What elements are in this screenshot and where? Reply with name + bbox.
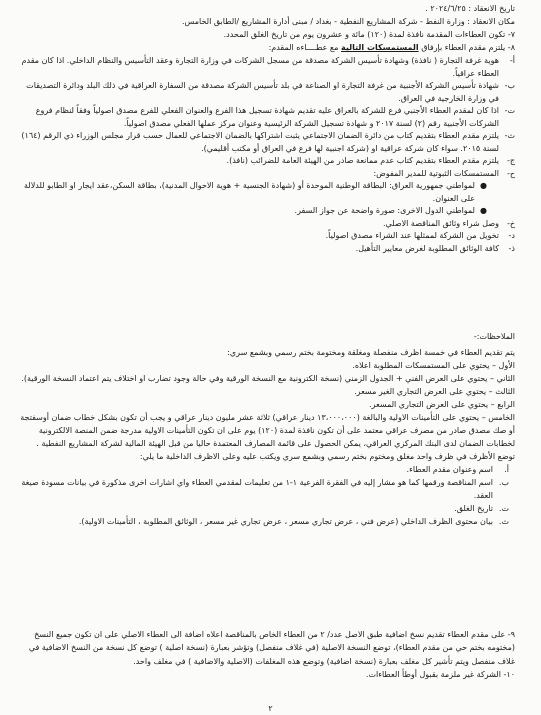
list-item xyxy=(17,230,515,243)
list-item xyxy=(17,80,515,105)
meeting-location: مكان الانعقاد : وزارة النفط - شركة المشاريع النفطية - بغداد / مبنى أدارة المشاريع /الطابق الخامس. xyxy=(182,17,515,26)
list-text: اذا كان لمقدم العطاء الأجنبي فرع للشركة بالعراق عليه تقديم شهادة تسجيل هذا الفرع والعنوان الفعلي للفرع مصدق اصولياً وفقاً لنظام فروع الشركات الأجنبية رقم (٢) لسنة ٢٠١٧ و شهادة تسجيل الشركة الرئيسية وعنوان مركز عملها الفعلي مصدق اصولياً. xyxy=(35,106,499,128)
envelope-item xyxy=(17,502,515,515)
item-8-lead: ٨- يلتزم مقدم العطاء بإرفاق xyxy=(421,43,515,52)
list-text: شهادة تأسيس الشركة الأجنبية من غرفة التجارة او الصناعة في بلد تأسيس الشركة مصدقة من السفارة العراقية في ذلك البلد ودائرة التصديقات في وزارة الخارجية في العراق. xyxy=(26,81,499,103)
list-text: يلتزم مقدم العطاء بتقديم كتاب من دائرة الضمان الاجتماعي يثبت اشتراكها بالضمان الاجتماعي للعمال حسب قرار مجلس الوزراء ذي الرقم (١٦٤) لسنة ٢٠١٥. سواء كان شركة عراقية او (شركة اجنبية لها فرع في العراق أو مكتب أقليمي). xyxy=(21,131,499,153)
list-item xyxy=(17,243,515,256)
bullet-item xyxy=(17,205,515,218)
list-text: اسم وعنوان مقدم العطاء. xyxy=(406,465,493,474)
bullet-icon: ● xyxy=(480,181,487,190)
list-text: كافة الوثائق المطلوبة لغرض معايير التأهيل. xyxy=(355,243,499,253)
notes-line: توضع الأظرف في ظرف واحد مغلق ومختوم بختم رسمي وبشمع سري ويكتب عليه وعلى الاظرف الداخلية ما يلي: xyxy=(139,452,515,461)
list-marker: ح- xyxy=(506,168,515,178)
header-lines xyxy=(17,2,515,54)
list-item xyxy=(17,155,515,168)
list-text: تخويل من الشركة لممثلها عند الشراء مصدق اصولياً. xyxy=(325,231,499,240)
notes-line: يتم تقديم العطاء في خمسة اظرف منفصلة ومغلقة ومختومة بختم رسمي وبشمع سري: xyxy=(227,348,515,357)
list-marker: ث. xyxy=(498,517,509,526)
list-text: تاريخ الغلق. xyxy=(454,504,493,513)
envelope-item xyxy=(17,515,515,528)
list-marker: ذ- xyxy=(508,243,515,253)
item-8-intro xyxy=(17,41,515,54)
notes-body xyxy=(17,346,515,528)
list-marker: د- xyxy=(508,231,515,240)
page-number: ٢ xyxy=(268,704,273,713)
list-item xyxy=(17,55,515,80)
list-item xyxy=(17,218,515,231)
list-marker: ت- xyxy=(504,106,515,115)
closing-items xyxy=(17,628,515,681)
item-9: ٩- على مقدم العطاء تقديم نسخ اضافية طبق الاصل عدد/ ٢ من العطاء الخاص بالمناقصة اعلاه اضافة الى العطاء الاصلي على ان تكون جميع النسخ (مختومه بختم حي من مقدم العطاء)، توضع النسخة الاصلية (في غلاف منفصل) وتؤشر بعبارة (نسخة اصلية ) توضع كل نسخة من النسخ الاضافية في غلاف منفصل ويتم تأشير كل مغلف بعبارة (نسخة اضافية) وتوضع هذه المغلفات (الاصلية والاضافية ) في مغلف واحد. xyxy=(28,630,515,666)
list-marker: خ- xyxy=(506,218,515,228)
item-10: ١٠- الشركة غير ملزمة بقبول أوطأ العطاءات. xyxy=(365,669,515,679)
bullet-text: لمواطني جمهورية العراق: البطاقة الوطنية الموحدة أو (شهادة الجنسية + هوية الاحوال المدنية)، بطاقة السكن،عقد ايجار او الطابو للدلالة على العنوان. xyxy=(24,181,475,203)
list-text: يلتزم مقدم العطاء بتقديم كتاب عدم ممانعة صادر من الهيئة العامة للضرائب (نافذ). xyxy=(226,156,499,165)
list-marker: ج- xyxy=(506,156,515,165)
bullet-text: لمواطني الدول الاخرى: صورة واضحة عن جواز السفر. xyxy=(294,206,475,215)
notes-line: الخامس – يحتوي على التأمينات الاولية والبالغة (١٣،٠٠٠،٠٠٠ دينار عراقي) ثلاثة عشر مليون دينار عراقي و يجب أن تكون بشكل خطاب ضمان أوسفتجة أو صك مصدق صادر من مصرف عراقي معتمد على أن تكون نافذة لمدة (١٢٠) يوم على ان تكون التأمينات الاولية مدرجة ضمن المنصة الالكترونية لخطابات الضمان لدى البنك المركزي العراقي، يمكن الحصول على قائمة المصارف المعتمدة حاليا من قبل الهيئة المالية لشركة المشاريع النفطية . xyxy=(20,413,515,448)
item-7-validity: ٧- تكون العطاءات المقدمة نافذة لمدة (١٢٠) مائة و عشرون يوم من تاريخ الغلق المحدد. xyxy=(223,30,515,39)
item-8-list xyxy=(17,55,515,255)
list-marker: أ- xyxy=(509,56,515,65)
envelope-item xyxy=(17,463,515,476)
list-marker: ب. xyxy=(498,478,509,487)
bullet-icon: ● xyxy=(480,206,487,215)
notes-line: الثالث – يحتوي على العرض التجاري الغير مسعر. xyxy=(354,387,515,396)
notes-line: الرابع – يحتوي على العرض التجاري المسعر. xyxy=(369,400,515,409)
list-text: هوية غرفة التجارة ( نافذة) وشهادة تأسيس الشركة مصدقة من مسجل الشركات في وزارة التجارة وعقد التأسيس والنظام الداخلي. اذا كان مقدم العطاء عراقياً. xyxy=(21,56,499,78)
meeting-date: تاريخ الانعقاد : ٢٠٢٤/٦/٢٥ . xyxy=(425,4,515,13)
notes-title: الملاحظات:- xyxy=(473,332,515,341)
envelope-item xyxy=(17,476,515,502)
list-text: بيان محتوى الظرف الداخلي (عرض فني ، عرض تجاري مسعر ، عرض تجاري غير مسعر ، الوثائق المطلوبة ، التأمينات الاولية). xyxy=(78,517,493,526)
list-marker: ب- xyxy=(504,81,515,90)
list-item xyxy=(17,168,515,181)
list-item xyxy=(17,130,515,155)
bullet-item xyxy=(17,180,515,205)
list-text: وصل شراء وثائق المناقصة الاصلي. xyxy=(382,218,499,228)
notes-line: الثاني – يحتوي على العرض الفني + الجدول الزمني (نسخة الكترونية مع النسخة الورقية وفي حالة وجود تضارب او اختلاف يتم اعتماد النسخة الورقية). xyxy=(21,374,515,383)
item-8-tail: مع عطــــاءه المقدم: xyxy=(268,43,339,52)
list-marker: ث- xyxy=(504,131,515,140)
list-text: اسم المناقصة ورقمها كما هو مشار إليه في الفقرة الفرعية ١-١ من تعليمات لمقدمي العطاء واي اشارات اخرى مذكورة في بيانات مسودة صيغة العقد. xyxy=(21,478,493,500)
list-marker: ت. xyxy=(498,504,509,513)
notes-line: الأول – يحتوي على المستمسكات المطلوبة اعلاه. xyxy=(352,361,515,370)
item-8-emphasis: المستمسكات التالية xyxy=(341,43,419,52)
list-item xyxy=(17,105,515,130)
list-text: المستمسكات الثبوتية للمدير المفوض: xyxy=(373,168,499,178)
list-marker: أ. xyxy=(504,465,509,474)
